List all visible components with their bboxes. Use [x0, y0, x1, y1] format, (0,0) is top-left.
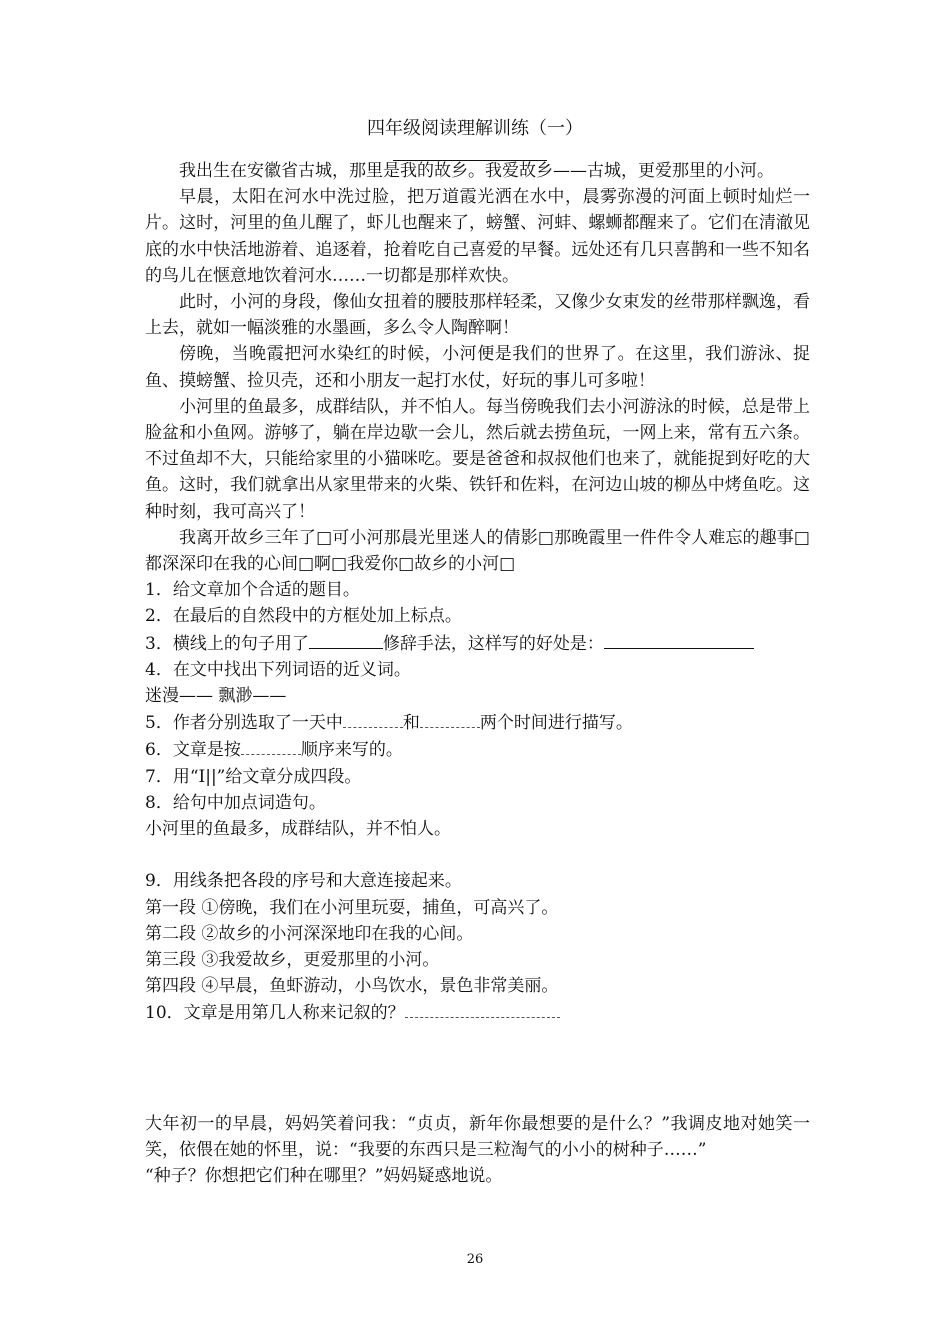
- paragraph-1: 我出生在安徽省古城，那里是我的故乡。我爱故乡——古城，更爱那里的小河。: [179, 161, 774, 181]
- spacer: [145, 842, 810, 868]
- question-8-sentence: 小河里的鱼最多，成群结队，并不怕人。: [145, 819, 451, 840]
- question-9-item: 第四段 ④早晨，鱼虾游动，小鸟饮水，景色非常美丽。: [145, 976, 559, 997]
- paragraph-2: 早晨，太阳在河水中洗过脸，把万道霞光洒在水中，晨雾弥漫的河面上顿时灿烂一片。这时，河里的鱼儿醒了，虾儿也醒来了，螃蟹、河蚌、螺蛳都醒来了。它们在清澈见底的水中快活地游着、追逐着，抢着吃自己喜爱的早餐。远处还有几只喜鹊和一些不知名的鸟儿在惬意地饮着河水……一切都是那样欢快。: [145, 187, 810, 286]
- question-5-part-b: 和: [402, 713, 420, 734]
- question-10: [145, 999, 810, 1026]
- answer-blank[interactable]: [405, 999, 560, 1018]
- question-7: 7．用“I||”给文章分成四段。: [145, 766, 362, 787]
- question-2: 2．在最后的自然段中的方框处加上标点。: [145, 606, 462, 627]
- page-number: 26: [466, 1252, 484, 1267]
- answer-blank[interactable]: [309, 630, 383, 649]
- page-title: 四年级阅读理解训练（一）: [367, 118, 583, 139]
- second-paragraph-1: 大年初一的早晨，妈妈笑着问我：“贞贞，新年你最想要的是什么？”我调皮地对她笑一笑，依偎在她的怀里，说：“我要的东西只是三粒淘气的小小的树种子……”: [145, 1114, 810, 1161]
- question-6-part-a: 6．文章是按: [145, 740, 241, 761]
- question-4-words: 迷漫—— 飘渺——: [145, 686, 287, 707]
- paragraph-3: 此时，小河的身段，像仙女扭着的腰肢那样轻柔，又像少女束发的丝带那样飘逸，看上去，就如一幅淡雅的水墨画，多么令人陶醉啊！: [145, 292, 810, 339]
- question-3: [145, 630, 810, 657]
- question-5: [145, 709, 810, 736]
- question-3-part-a: 3．横线上的句子用了: [145, 633, 309, 654]
- question-9-item: 第三段 ③我爱故乡，更爱那里的小河。: [145, 950, 440, 971]
- answer-blank[interactable]: [604, 630, 754, 649]
- answer-blank[interactable]: [343, 709, 403, 728]
- question-6: [145, 736, 810, 763]
- question-10-text: 10．文章是用第几人称来记叙的？: [145, 1003, 405, 1024]
- paragraph-5: 小河里的鱼最多，成群结队，并不怕人。每当傍晚我们去小河游泳的时候，总是带上脸盆和小鱼网。游够了，躺在岸边歇一会儿，然后就去捞鱼玩，一网上来，常有五六条。不过鱼却不大，只能给家里的小猫咪吃。要是爸爸和叔叔他们也来了，就能捉到好吃的大鱼。这时，我们就拿出从家里带来的火柴、铁钎和佐料，在河边山坡的柳丛中烤鱼吃。这种时刻，我可高兴了！: [145, 396, 810, 522]
- question-9-item: 第二段 ②故乡的小河深深地印在我的心间。: [145, 923, 474, 944]
- question-9-item: 第一段 ①傍晚，我们在小河里玩耍，捕鱼，可高兴了。: [145, 897, 559, 918]
- question-1: 1．给文章加个合适的题目。: [145, 580, 360, 601]
- paragraph-6: 我离开故乡三年了□可小河那晨光里迷人的倩影□那晚霞里一件件令人难忘的趣事□都深深印在我的心间□啊□我爱你□故乡的小河□: [145, 527, 810, 575]
- second-passage: [145, 1111, 810, 1190]
- question-6-part-b: 顺序来写的。: [300, 740, 403, 761]
- question-5-part-a: 5．作者分别选取了一天中: [145, 713, 343, 734]
- question-5-part-c: 两个时间进行描写。: [479, 713, 633, 734]
- answer-blank[interactable]: [420, 709, 480, 728]
- question-9: 9．用线条把各段的序号和大意连接起来。: [145, 871, 462, 892]
- question-3-part-b: 修辞手法，这样写的好处是：: [382, 633, 604, 654]
- question-8: 8．给句中加点词造句。: [145, 792, 326, 813]
- paragraph-4: 傍晚，当晚霞把河水染红的时候，小河便是我们的世界了。在这里，我们游泳、捉鱼、摸螃蟹、捡贝壳，还和小朋友一起打水仗，好玩的事儿可多啦！: [145, 344, 810, 391]
- second-paragraph-2: “种子？你想把它们种在哪里？”妈妈疑惑地说。: [145, 1166, 503, 1187]
- reading-passage: [145, 158, 810, 1027]
- question-4: 4．在文中找出下列词语的近义词。: [145, 659, 411, 680]
- answer-blank[interactable]: [241, 736, 301, 755]
